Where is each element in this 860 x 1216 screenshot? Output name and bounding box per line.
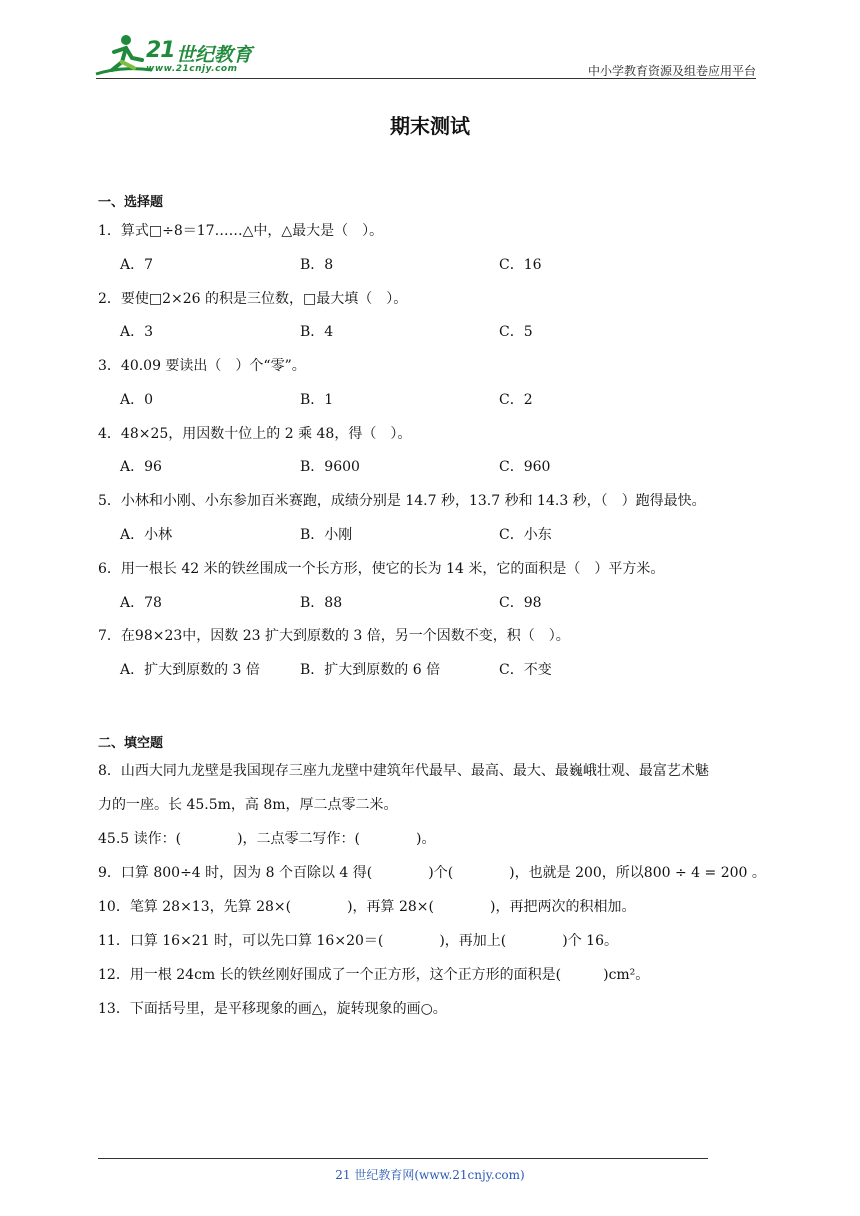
page-title: 期末测试 [390, 114, 470, 138]
option-a: A．78 [120, 595, 162, 611]
logo-name: 世纪教育 [176, 44, 253, 66]
option-c: C．小东 [499, 527, 552, 543]
header-divider [96, 78, 756, 79]
question-text: 45.5 读作：( )，二点零二写作：( )。 [98, 831, 436, 847]
option-c: C．2 [499, 392, 533, 408]
option-a: A．小林 [120, 527, 173, 543]
footer-divider [98, 1158, 708, 1159]
logo-url: www.21cnjy.com [146, 64, 238, 74]
question-text: 12．用一根 24cm 长的铁丝刚好围成了一个正方形，这个正方形的面积是( )cm²。 [98, 967, 650, 983]
option-c: C．5 [499, 324, 533, 340]
question-text: 6．用一根长 42 米的铁丝围成一个长方形，使它的长为 14 米，它的面积是（ ）平方米。 [98, 561, 665, 577]
question-text: 9．口算 800÷4 时，因为 8 个百除以 4 得( )个( )，也就是 200，所以800 ÷ 4 = 200 。 [98, 865, 766, 881]
option-a: A．扩大到原数的 3 倍 [120, 662, 260, 678]
option-b: B．88 [300, 595, 343, 611]
option-b: B．1 [300, 392, 334, 408]
question-text: 11．口算 16×21 时，可以先口算 16×20＝( )，再加上( )个 16。 [98, 933, 618, 949]
option-b: B．8 [300, 257, 334, 273]
option-b: B．小刚 [300, 527, 353, 543]
footer-link[interactable]: 21 世纪教育网(www.21cnjy.com) [335, 1168, 525, 1182]
option-b: B．4 [300, 324, 334, 340]
option-b: B．扩大到原数的 6 倍 [300, 662, 441, 678]
option-a: A．0 [120, 392, 154, 408]
question-text: 5．小林和小刚、小东参加百米赛跑，成绩分别是 14.7 秒，13.7 秒和 14.3 秒，（ ）跑得最快。 [98, 493, 706, 509]
question-text: 3．40.09 要读出（ ）个“零”。 [98, 358, 306, 374]
option-c: C．16 [499, 257, 542, 273]
platform-label: 中小学教育资源及组卷应用平台 [587, 64, 756, 78]
option-c: C．不变 [499, 662, 552, 678]
question-text: 10．笔算 28×13，先算 28×( )，再算 28×( )，再把两次的积相加。 [98, 899, 636, 915]
question-text: 4．48×25，用因数十位上的 2 乘 48，得（ ）。 [98, 426, 412, 442]
option-b: B．9600 [300, 459, 360, 475]
question-text: 13．下面括号里，是平移现象的画△，旋转现象的画○。 [98, 1001, 447, 1017]
option-a: A．7 [120, 257, 154, 273]
option-c: C．960 [499, 459, 551, 475]
question-text: 力的一座。长 45.5m，高 8m，厚二点零二米。 [98, 797, 398, 813]
question-text: 2．要使□2×26 的积是三位数，□最大填（ ）。 [98, 291, 408, 307]
logo-number: 21 [146, 38, 175, 63]
option-c: C．98 [499, 595, 542, 611]
section-heading-choice: 一、选择题 [98, 195, 164, 210]
question-text: 1．算式□÷8＝17……△中，△最大是（ ）。 [98, 223, 384, 239]
option-a: A．3 [120, 324, 154, 340]
question-text: 8．山西大同九龙壁是我国现存三座九龙壁中建筑年代最早、最高、最大、最巍峨壮观、最富艺术魅 [98, 763, 709, 779]
section-heading-fill: 二、填空题 [98, 736, 164, 751]
option-a: A．96 [120, 459, 162, 475]
question-text: 7．在98×23中，因数 23 扩大到原数的 3 倍，另一个因数不变，积（ ）。 [98, 628, 570, 644]
